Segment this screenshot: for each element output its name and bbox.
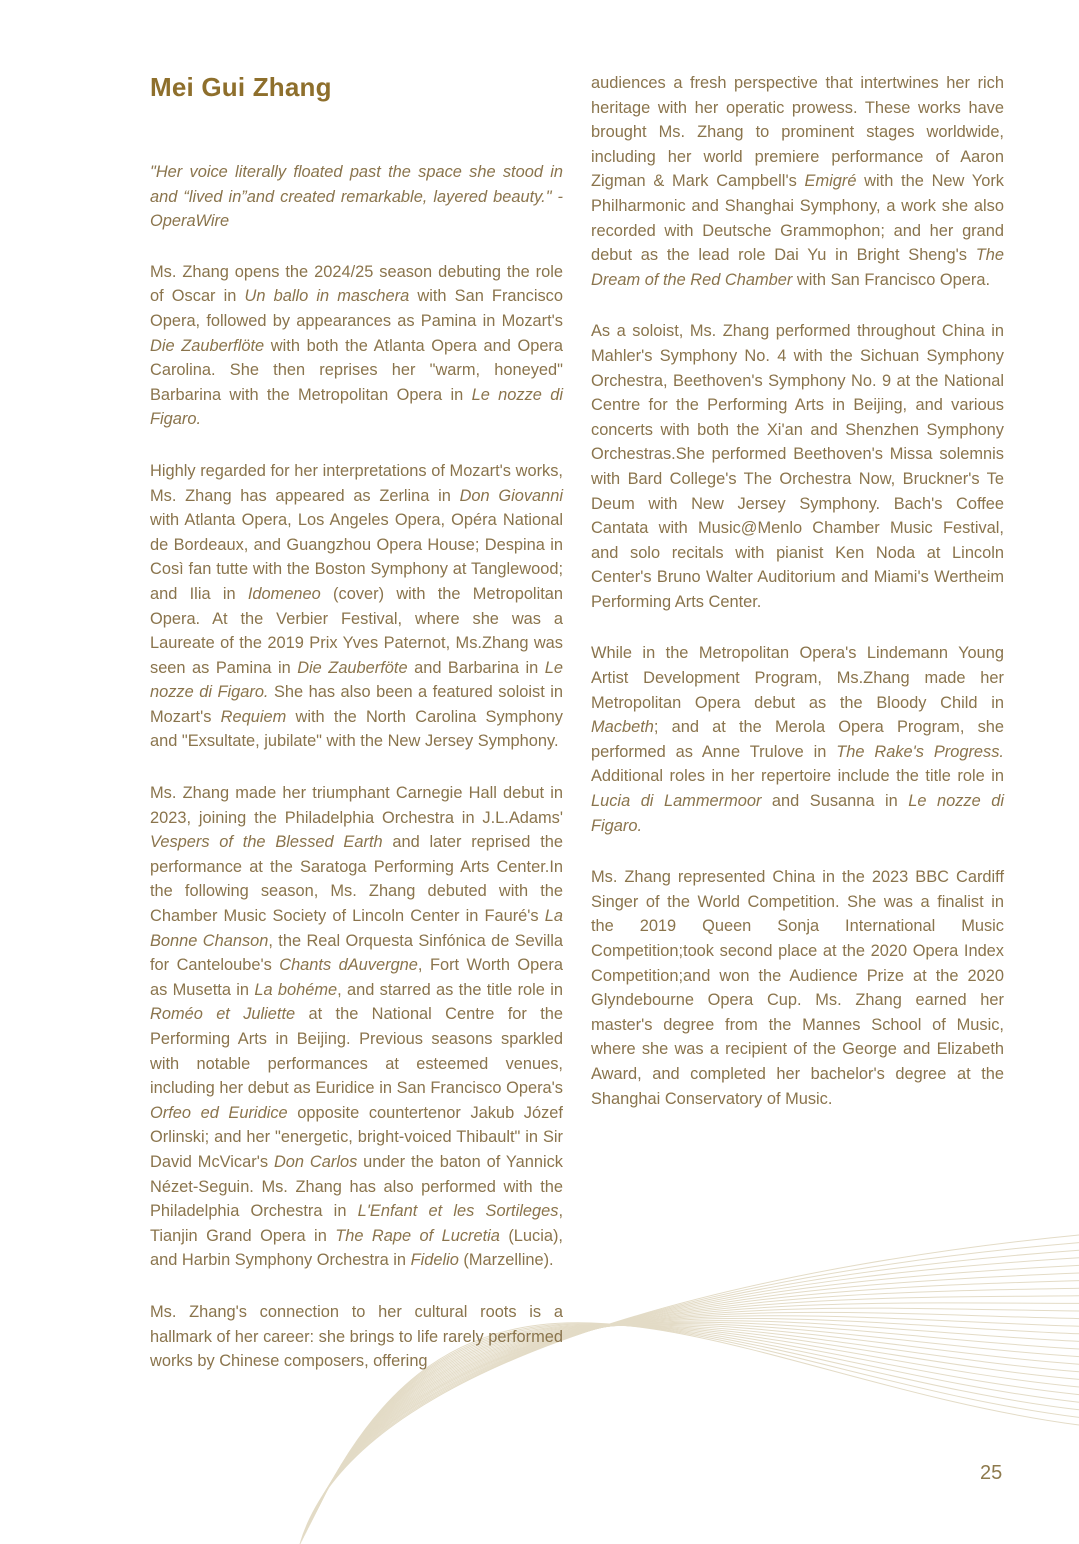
text-run: and Barbarina in xyxy=(407,658,545,677)
left-paragraph-4 xyxy=(150,1300,563,1374)
text-run: , and starred as the title role in xyxy=(337,980,563,999)
text-run: with San Francisco Opera, followed by appearances as Pamina in Mozart's xyxy=(150,287,563,330)
text-run: (cover) with the Metropolitan Opera. At the Verbier Festival, where she was a Laureate of the 2019 Prix Yves Paternot, Ms.Zhang was seen as Pamina in xyxy=(150,584,563,677)
italic-title: Die Zauberföte xyxy=(297,658,408,677)
italic-title: The Dream of the Red Chamber xyxy=(591,246,1004,289)
text-run: with the New York Philharmonic and Shanghai Symphony, a work she also recorded with Deutsche Grammophon; and her grand debut as the lead role Dai Yu in Bright Sheng's xyxy=(591,172,1004,265)
text-run: audiences a fresh perspective that intertwines her rich heritage with her operatic prowess. These works have brought Ms. Zhang to prominent stages worldwide, including her world premiere performance of Aaron Zigman & Mark Campbell's xyxy=(591,74,1004,191)
italic-title: The Rake's Progress. xyxy=(836,742,1004,761)
text-run: She has also been a featured soloist in Mozart's xyxy=(150,683,563,726)
right-paragraph-1 xyxy=(591,71,1004,292)
italic-title: Emigré xyxy=(804,172,857,191)
page-number: 25 xyxy=(980,1462,1003,1484)
text-run: and later reprised the performance at the Saratoga Performing Arts Center.In the following season, Ms. Zhang debuted with the Chamber Music Society of Lincoln Center in Fauré's xyxy=(150,833,563,926)
left-paragraph-2 xyxy=(150,459,563,754)
italic-title: Requiem xyxy=(220,707,287,726)
text-run: (Marzelline). xyxy=(458,1251,554,1270)
text-run: with Atlanta Opera, Los Angeles Opera, Opéra National de Bordeaux, and Guangzhou Opera House; Despina in Così fan tutte with the Boston Symphony at Tanglewood; and Ilia in xyxy=(150,511,563,603)
text-run: , Fort Worth Opera as Musetta in xyxy=(150,956,563,999)
right-paragraph-4 xyxy=(591,865,1004,1111)
italic-title: Lucia di Lammermoor xyxy=(591,792,762,811)
italic-title: Don Giovanni xyxy=(459,486,564,505)
italic-title: La bohéme xyxy=(254,980,338,999)
text-run: with the North Carolina Symphony and "Exsultate, jubilate" with the New Jersey Symphony. xyxy=(150,707,563,751)
italic-title: Un ballo in maschera xyxy=(244,287,410,306)
italic-title: Chants dAuvergne xyxy=(279,956,418,975)
italic-title: Don Carlos xyxy=(273,1152,358,1171)
press-quote: "Her voice literally floated past the space she stood in and “lived in”and created remarkable, layered beauty." - OperaWire xyxy=(150,163,563,231)
left-paragraph-1 xyxy=(150,260,563,432)
text-run: Ms. Zhang's connection to her cultural roots is a hallmark of her career: she brings to life rarely performed works by Chinese composers, offering xyxy=(150,1302,563,1371)
italic-title: Le nozze di Figaro. xyxy=(150,385,563,429)
italic-title: L'Enfant et les Sortileges xyxy=(357,1202,559,1221)
text-run: , the Real Orquesta Sinfónica de Sevilla for Canteloube's xyxy=(150,931,563,975)
italic-title: The Rape of Lucretia xyxy=(335,1226,500,1245)
italic-title: Fidelio xyxy=(410,1251,459,1270)
text-run: Highly regarded for her interpretations of Mozart's works, Ms. Zhang has appeared as Zerlina in xyxy=(150,461,563,505)
italic-title: Le nozze di Figaro. xyxy=(150,658,563,702)
right-paragraph-2 xyxy=(591,319,1004,614)
italic-title: Orfeo ed Euridice xyxy=(150,1103,288,1122)
text-run: with both the Atlanta Opera and Opera Carolina. She then reprises her "warm, honeyed" Barbarina with the Metropolitan Opera in xyxy=(150,336,564,404)
italic-title: Vespers of the Blessed Earth xyxy=(150,833,383,852)
right-column xyxy=(591,71,1004,1138)
text-run: Ms. Zhang made her triumphant Carnegie Hall debut in 2023, joining the Philadelphia Orchestra in J.L.Adams' xyxy=(150,784,563,827)
text-run: (Lucia), and Harbin Symphony Orchestra in xyxy=(150,1226,563,1270)
text-run: As a soloist, Ms. Zhang performed throughout China in Mahler's Symphony No. 4 with the Sichuan Symphony Orchestra, Beethoven's Symphony No. 9 at the National Centre for the Performing Arts in Beijing, and various concerts with both the Xi'an and Shenzhen Symphony Orchestras.She performed Beethoven's Missa solemnis with Bard College's The Orchestra Now, Bruckner's Te Deum with New Jersey Symphony. Bach's Coffee Cantata with Music@Menlo Chamber Music Festival, and solo recitals with pianist Ken Noda at Lincoln Center's Bruno Walter Auditorium and Miami's Wertheim Performing Arts Center. xyxy=(591,322,1004,611)
text-run: , Tianjin Grand Opera in xyxy=(150,1202,563,1245)
text-run: under the baton of Yannick Nézet-Seguin. Ms. Zhang has also performed with the Philadelphia Orchestra in xyxy=(150,1152,563,1221)
text-run: Ms. Zhang opens the 2024/25 season debuting the role of Oscar in xyxy=(150,262,563,306)
right-paragraph-3 xyxy=(591,641,1004,838)
italic-title: La Bonne Chanson xyxy=(150,907,563,950)
italic-title: Macbeth xyxy=(591,718,654,737)
page-title: Mei Gui Zhang xyxy=(150,72,332,102)
left-column xyxy=(150,160,563,1401)
text-run: with San Francisco Opera. xyxy=(792,270,991,289)
italic-title: Le nozze di Figaro. xyxy=(591,792,1005,835)
text-run: Ms. Zhang represented China in the 2023 BBC Cardiff Singer of the World Competition. She was a finalist in the 2019 Queen Sonja International Music Competition;took second place at the 2020 Opera Index Competition;and won the Audience Prize at the 2020 Glyndebourne Opera Cup. Ms. Zhang earned her master's degree from the Mannes School of Music, where she was a recipient of the George and Elizabeth Award, and completed her bachelor's degree at the Shanghai Conservatory of Music. xyxy=(591,868,1004,1108)
text-run: opposite countertenor Jakub Józef Orlinski; and her "energetic, bright-voiced Thibault" in Sir David McVicar's xyxy=(150,1103,563,1171)
italic-title: Roméo et Juliette xyxy=(150,1005,296,1024)
italic-title: Idomeneo xyxy=(247,584,321,603)
text-run: ; and at the Merola Opera Program, she performed as Anne Trulove in xyxy=(591,718,1004,761)
left-paragraph-3 xyxy=(150,781,563,1273)
italic-title: Die Zauberflöte xyxy=(150,336,265,355)
text-run: at the National Centre for the Performing Arts in Beijing. Previous seasons sparkled with notable performances at esteemed venues, including her debut as Euridice in San Francisco Opera's xyxy=(150,1005,563,1098)
text-run: While in the Metropolitan Opera's Lindemann Young Artist Development Program, Ms.Zhang made her Metropolitan Opera debut as the Bloody Child in xyxy=(591,644,1004,712)
text-run: Additional roles in her repertoire include the title role in xyxy=(591,767,1004,786)
text-run: and Susanna in xyxy=(761,792,909,811)
